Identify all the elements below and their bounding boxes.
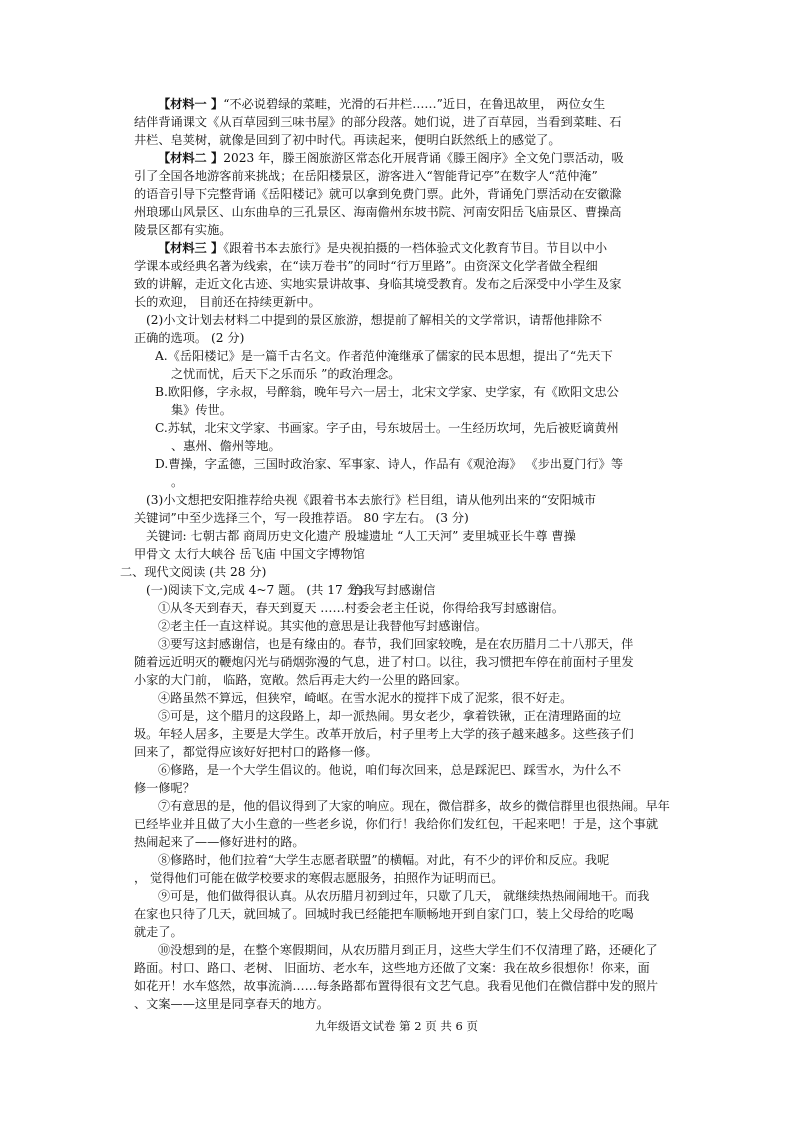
article-line: ⑦有意思的是，他的倡议得到了大家的响应。现在，微信群多，故乡的微信群里也很热闹。早年 (158, 799, 670, 813)
question-3-stem-2: 关键词”中至少选择三个，写一段推荐语。 80 字左右。 (3 分) (134, 511, 469, 525)
page-footer: 九年级语文试卷 第 2 页 共 6 页 (314, 1019, 479, 1033)
article-line: ⑤可是，这个腊月的这段路上，却一派热闹。男女老少，拿着铁锹，正在清理路面的垃 (158, 709, 622, 723)
material-3-tag: 【材料三 】 (158, 241, 224, 255)
keywords-line-2: 甲骨文 太行大峡谷 岳飞庙 中国文字博物馆 (134, 547, 365, 561)
keywords-line-1: 关键词: 七朝古都 商周历史文化遗产 殷墟遗址 “人工天河” 麦里城亚长牛尊 曹操 (146, 529, 576, 543)
article-line: ②老主任一直这样说。其实他的意思是让我替他写封感谢信。 (158, 619, 488, 633)
material-1-line-3: 井栏、皂荚树，就像是回到了初中时代。再读起来，便明白跃然纸上的感觉了。 (134, 133, 561, 147)
article-line: 回来了，都觉得应该好好把村口的路修一修。 (134, 745, 378, 759)
material-2-line-1: 【材料二 】2023 年，滕王阁旅游区常态化开展背诵《滕王阁序》全文免门票活动，吸 (158, 151, 624, 165)
article-line: 圾。年轻人居多，主要是大学生。改革开放后，村子里考上大学的孩子越来越多。这些孩子们 (134, 727, 634, 741)
option-a-line-1: A.《岳阳楼记》是一篇千古名文。作者范仲淹继承了儒家的民本思想，提出了“先天下 (155, 349, 613, 363)
option-c-line-1: C.苏轼，北宋文学家、书画家。字子由，号东坡居士。一生经历坎坷，先后被贬谪黄州 (155, 421, 619, 435)
material-3-line-1: 【材料三 】《跟着书本去旅行》是央视拍摄的一档体验式文化教育节目。节目以中小 (158, 241, 608, 255)
option-b-line-1: B.欧阳修，字永叔，号醉翁，晚年号六一居士，北宋文学家、史学家，有《欧阳文忠公 (155, 385, 619, 399)
question-2-stem-2: 正确的选项。 (2 分) (134, 331, 245, 345)
option-a-line-2: 之忧而忧，后天下之乐而乐 ”的政治理念。 (171, 367, 401, 381)
question-2-stem-1: (2)小文计划去材料二中提到的景区旅游，想提前了解相关的文学常识，请帮他排除不 (146, 313, 603, 327)
article-line: ⑩没想到的是，在整个寒假期间，从农历腊月到正月，这些大学生们不仅清理了路，还硬化了 (158, 943, 658, 957)
section-2-subheading: (一)阅读下文,完成 4~7 题。 (共 17 分) (146, 583, 364, 597)
article-line: ④路虽然不算远，但狭窄，崎岖。在雪水泥水的搅拌下成了泥浆，很不好走。 (158, 691, 573, 705)
article-line: 随着远近明灭的鞭炮闪光与硝烟弥漫的气息，进了村口。以往，我习惯把车停在前面村子里发 (134, 655, 634, 669)
article-line: ⑥修路，是一个大学生倡议的。他说，咱们每次回来，总是踩泥巴、踩雪水，为什么不 (158, 763, 622, 777)
material-1-line-2: 结伴背诵课文《从百草园到三味书屋》的部分段落。她们说，进了百草园，当看到菜畦、石 (134, 115, 622, 129)
article-line: 热闹起来了——修好进村的路。 (134, 835, 305, 849)
material-3-line-4: 长的欢迎， 目前还在持续更新中。 (134, 295, 321, 309)
option-d-line-1: D.曹操，字孟德，三国时政治家、军事家、诗人，作品有《观沧海》 《步出夏门行》等 (155, 457, 624, 471)
material-3-line-2: 学课本或经典名著为线索，在“读万卷书”的同时“行万里路”。由资深文化学者做全程细 (134, 259, 598, 273)
article-line: 修一修呢？ (134, 781, 195, 795)
material-2-tag: 【材料二 】 (158, 151, 224, 165)
material-2-line-2: 引了全国各地游客前来挑战；在岳阳楼景区，游客进入“智能背记亭”在数字人“范仲淹” (134, 169, 598, 183)
article-line: 如花开！水车悠然，故事流淌……每条路都布置得很有文艺气息。我看见他们在微信群中发的照片 (134, 979, 659, 993)
option-c-line-2: 、惠州、儋州等地。 (171, 439, 281, 453)
article-line: ③要写这封感谢信，也是有缘由的。春节，我们回家较晚，是在农历腊月二十八那天，伴 (158, 637, 634, 651)
question-3-stem-1: (3)小文想把安阳推荐给央视《跟着书本去旅行》栏目组，请从他列出来的“安阳城市 (146, 493, 597, 507)
article-line: 小家的大门前， 临路，宽敞。然后再走大约一公里的路回家。 (134, 673, 467, 687)
material-2-line-5: 陵景区都有实施。 (134, 223, 232, 237)
article-line: ⑧修路时，他们拉着“大学生志愿者联盟”的横幅。对此，有不少的评价和反应。我呢 (158, 853, 610, 867)
option-b-line-2: 集》传世。 (171, 403, 232, 417)
article-line: 、文案——这里是同享春天的地方。 (134, 997, 329, 1011)
article-title: 给我写封感谢信 (350, 583, 436, 597)
article-line: ⑨可是，他们做得很认真。从农历腊月初到过年，只歇了几天， 就继续热热闹闹地干。而我 (158, 889, 650, 903)
material-1-line-1: 【材料一 】“不必说碧绿的菜畦，光滑的石井栏……”近日，在鲁迅故里， 两位女生 (158, 97, 606, 111)
article-line: ， 觉得他们可能在做学校要求的寒假志愿服务，拍照作为证明而已。 (134, 871, 504, 885)
article-line: 就走了。 (134, 925, 183, 939)
section-2-heading: 二、现代文阅读 (共 28 分) (120, 565, 267, 579)
material-1-tag: 【材料一 】 (158, 97, 224, 111)
article-line: 在家也只待了几天，就回城了。回城时我已经能把车顺畅地开到自家门口，装上父母给的吃喝 (134, 907, 634, 921)
material-2-line-3: 的语音引导下完整背诵《岳阳楼记》就可以拿到免费门票。此外，背诵免门票活动在安徽滁 (134, 187, 622, 201)
article-line: 路面。村口、路口、老树、 旧面坊、老水车，这些地方还做了文案：我在故乡很想你！你来，面 (134, 961, 650, 975)
article-line: 已经毕业并且做了大小生意的一些老乡说，你们行！我给你们发红包，干起来吧！于是，这个事就 (134, 817, 659, 831)
article-line: ①从冬天到春天，春天到夏天 ……村委会老主任说，你得给我写封感谢信。 (158, 601, 565, 615)
option-d-line-2: 。 (171, 475, 184, 489)
material-3-line-3: 致的讲解，走近文化古迹、实地实景讲故事、身临其境受教育。发布之后深受中小学生及家 (134, 277, 622, 291)
material-2-line-4: 州琅琊山风景区、山东曲阜的三孔景区、海南儋州东坡书院、河南安阳岳飞庙景区、曹操高 (134, 205, 622, 219)
